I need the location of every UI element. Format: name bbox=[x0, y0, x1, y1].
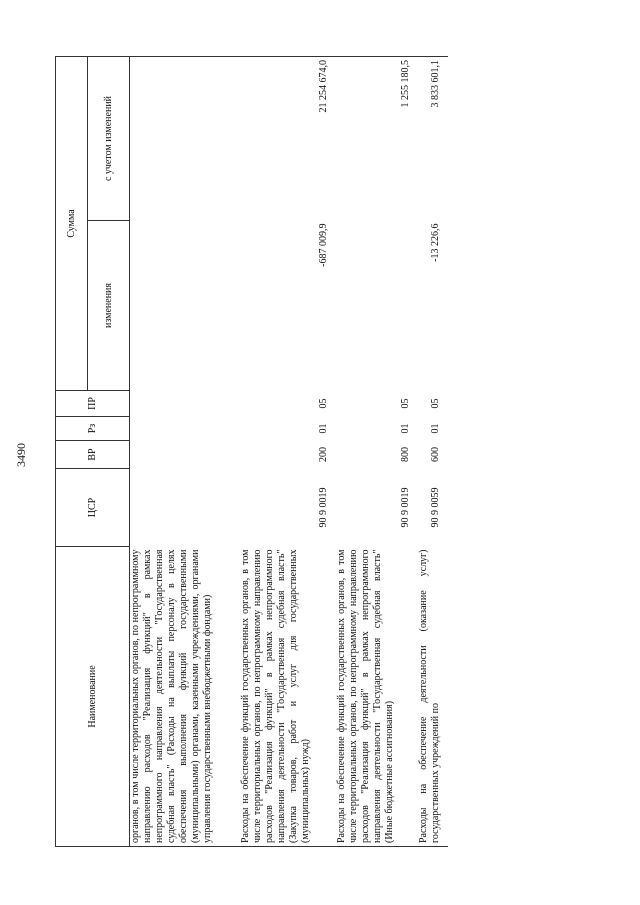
header-csr: ЦСР bbox=[56, 469, 130, 547]
header-sum: Сумма bbox=[56, 56, 88, 390]
row-vr bbox=[130, 441, 240, 469]
row-with-changes bbox=[130, 56, 240, 220]
header-vr: ВР bbox=[56, 441, 130, 469]
table-row bbox=[418, 56, 448, 846]
row-with-changes: 21 254 674,0 bbox=[240, 56, 336, 220]
row-change: -13 226,6 bbox=[429, 223, 441, 262]
row-with-changes: 3 833 601,1 bbox=[418, 56, 448, 220]
budget-table bbox=[55, 56, 448, 847]
row-csr: 90 9 0019 bbox=[399, 487, 411, 528]
row-pr: 05 bbox=[429, 398, 441, 409]
header-change: изменения bbox=[88, 221, 130, 391]
row-vr: 800 bbox=[399, 447, 411, 462]
row-vr: 200 bbox=[317, 447, 329, 462]
table-row bbox=[240, 56, 336, 846]
row-name: органов, в том числе территориальных органов, по непрограммному направлению расходов "Реализация функций" в рамках непрограммного направления деятельности "Государственная судебная власть" (Расходы на выплаты персоналу в целях обеспечения выполнения функций государственными (муниципальными) органами, казенными учреждениями, органами управления государственными внебюджетными фондами) bbox=[130, 547, 240, 847]
row-pr: 05 bbox=[317, 398, 329, 409]
row-pr bbox=[130, 391, 240, 417]
row-with-changes: 1 255 180,5 bbox=[336, 56, 418, 220]
row-pr: 05 bbox=[399, 398, 411, 409]
row-rz bbox=[130, 417, 240, 441]
row-name: Расходы на обеспечение функций государственных органов, в том числе территориальных органов, по непрограммному направлению расходов "Реализация функций" в рамках непрограммного направления деятельности "Государственная судебная власть" (Иные бюджетные ассигнования) bbox=[336, 547, 418, 847]
header-pr: ПР bbox=[56, 391, 130, 417]
header-rz: Рз bbox=[56, 417, 130, 441]
row-name: Расходы на обеспечение функций государственных органов, в том числе территориальных органов, по непрограммному направлению расходов "Реализация функций" в рамках непрограммного направления деятельности "Государственная судебная власть" (Закупка товаров, работ и услуг для государственных (муниципальных) нужд) bbox=[240, 547, 336, 847]
row-csr bbox=[130, 469, 240, 547]
row-rz: 01 bbox=[317, 423, 329, 434]
row-csr: 90 9 0019 bbox=[317, 487, 329, 528]
table-row bbox=[130, 56, 240, 846]
header-name: Наименование bbox=[56, 547, 130, 847]
row-change bbox=[336, 221, 418, 391]
row-change bbox=[130, 221, 240, 391]
table-row bbox=[336, 56, 418, 846]
header-with-changes: с учетом изменений bbox=[88, 56, 130, 220]
row-change: -687 009,9 bbox=[317, 223, 329, 267]
page-number: 3490 bbox=[14, 443, 28, 467]
row-csr: 90 9 0059 bbox=[429, 487, 441, 528]
row-vr: 600 bbox=[429, 447, 441, 462]
row-rz: 01 bbox=[429, 423, 441, 434]
row-rz: 01 bbox=[399, 423, 411, 434]
row-name: Расходы на обеспечение деятельности (оказание услуг) государственных учреждений по bbox=[418, 547, 448, 847]
